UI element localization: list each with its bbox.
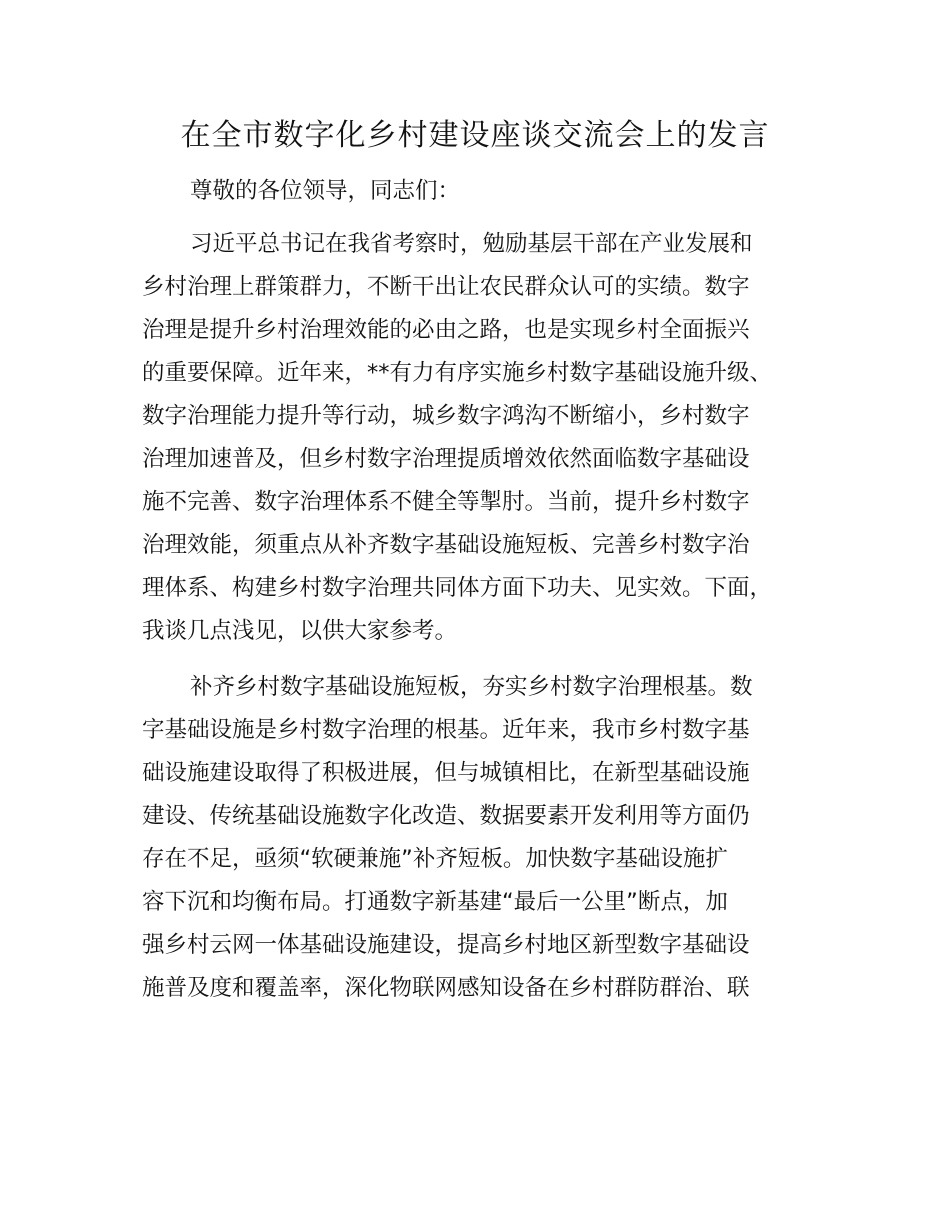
paragraph-1-line-10: 我谈几点浅见，以供大家参考。 [142, 618, 458, 644]
paragraph-2-line-7: 强乡村云网一体基础设施建设，提高乡村地区新型数字基础设 [142, 932, 750, 958]
paragraph-1-line-7: 施不完善、数字治理体系不健全等掣肘。当前，提升乡村数字 [142, 489, 750, 515]
paragraph-1-line-6: 治理加速普及，但乡村数字治理提质增效依然面临数字基础设 [142, 446, 750, 472]
salutation: 尊敬的各位领导，同志们： [190, 178, 461, 204]
paragraph-2-line-4: 建设、传统基础设施数字化改造、数据要素开发利用等方面仍 [142, 803, 750, 829]
paragraph-2-line-5: 存在不足，亟须“软硬兼施”补齐短板。加快数字基础设施扩 [142, 846, 728, 872]
paragraph-1-line-5: 数字治理能力提升等行动，城乡数字鸿沟不断缩小，乡村数字 [142, 403, 750, 429]
paragraph-1-line-2: 乡村治理上群策群力，不断干出让农民群众认可的实绩。数字 [142, 274, 750, 300]
paragraph-1-line-3: 治理是提升乡村治理效能的必由之路，也是实现乡村全面振兴 [142, 317, 750, 343]
paragraph-1-line-4: 的重要保障。近年来，**有力有序实施乡村数字基础设施升级、 [142, 360, 773, 386]
paragraph-2-line-1: 补齐乡村数字基础设施短板，夯实乡村数字治理根基。数 [190, 674, 753, 700]
document-title: 在全市数字化乡村建设座谈交流会上的发言 [180, 118, 770, 153]
paragraph-2-line-8: 施普及度和覆盖率，深化物联网感知设备在乡村群防群治、联 [142, 975, 750, 1001]
paragraph-1-line-8: 治理效能，须重点从补齐数字基础设施短板、完善乡村数字治 [142, 532, 750, 558]
paragraph-2-line-2: 字基础设施是乡村数字治理的根基。近年来，我市乡村数字基 [142, 717, 750, 743]
paragraph-1-line-1: 习近平总书记在我省考察时，勉励基层干部在产业发展和 [190, 231, 753, 257]
paragraph-2-line-6: 容下沉和均衡布局。打通数字新基建“最后一公里”断点，加 [142, 889, 728, 915]
paragraph-1-line-9: 理体系、构建乡村数字治理共同体方面下功夫、见实效。下面， [142, 575, 773, 601]
paragraph-2-line-3: 础设施建设取得了积极进展，但与城镇相比，在新型基础设施 [142, 760, 750, 786]
